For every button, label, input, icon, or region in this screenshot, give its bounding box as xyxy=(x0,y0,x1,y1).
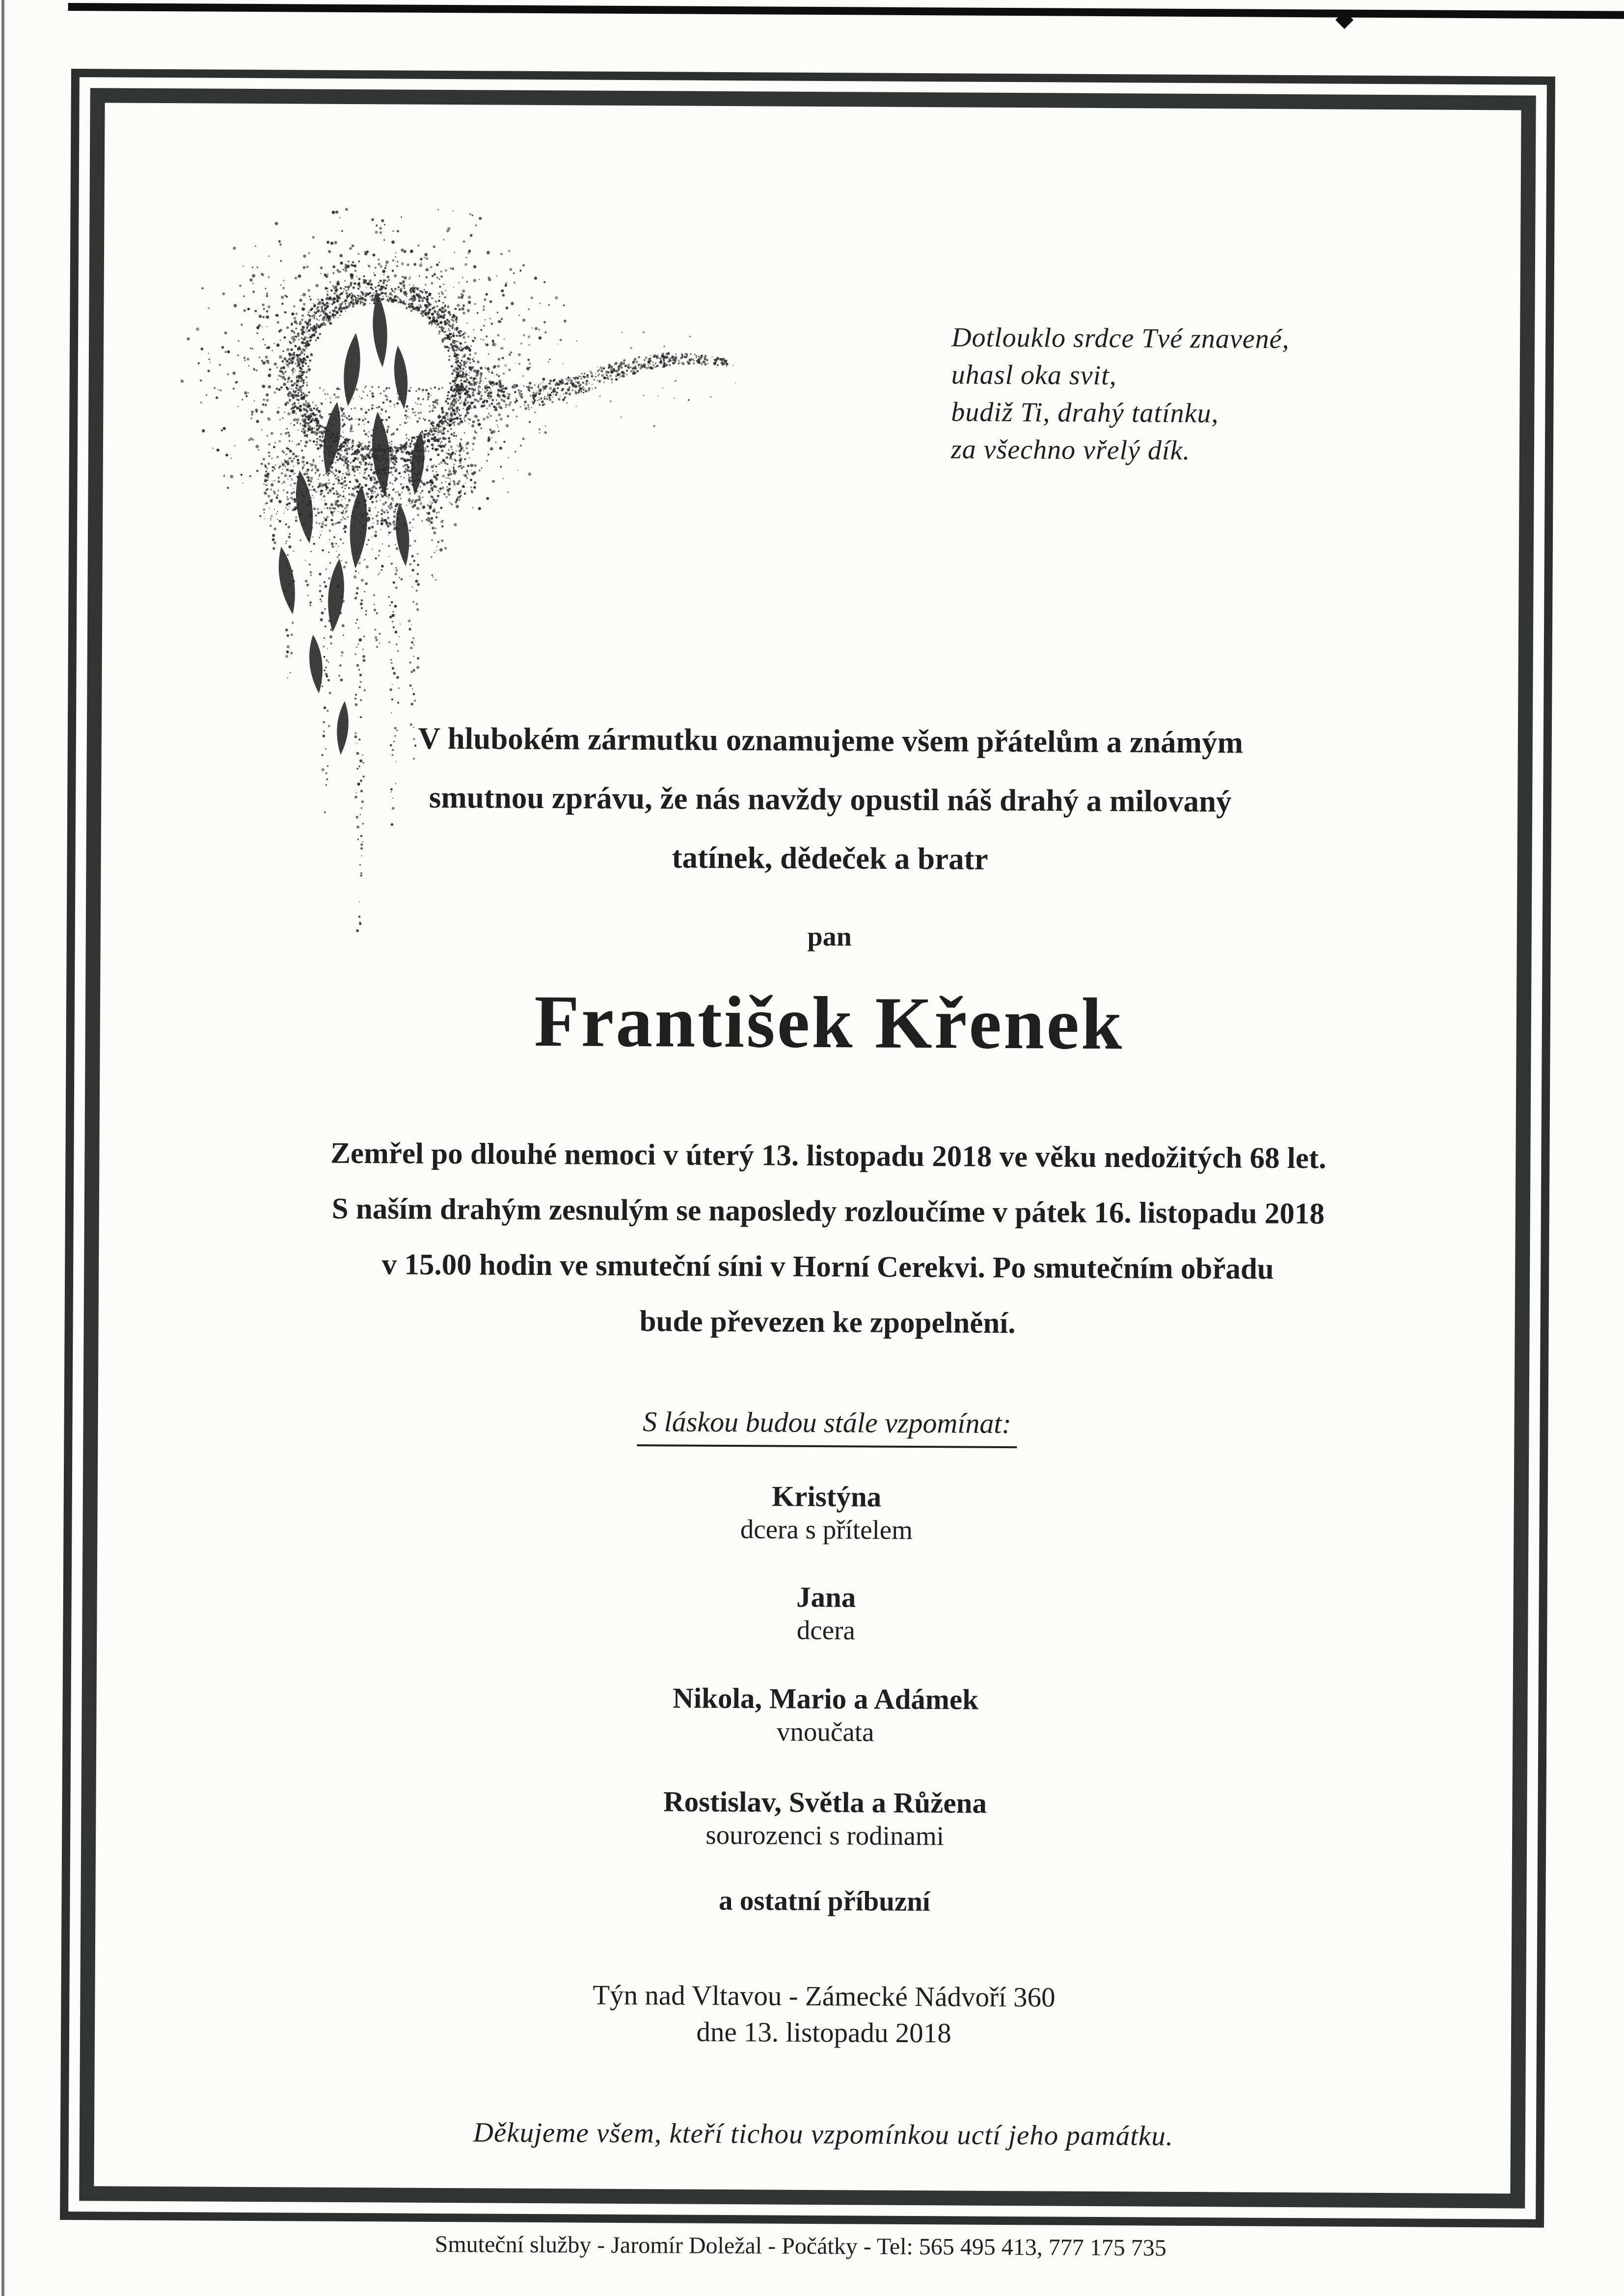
mourners-heading-text: S láskou budou stále vzpomínat: xyxy=(637,1403,1017,1448)
details-line: bude převezen ke zpopelnění. xyxy=(639,1305,1016,1340)
announcement-line: V hlubokém zármutku oznamujeme všem přátelům a známým xyxy=(418,721,1244,760)
details-line: S naším drahým zesnulým se naposledy rozloučíme v pátek 16. listopadu 2018 xyxy=(331,1192,1325,1231)
poem-line: budiž Ti, drahý tatínku, xyxy=(951,397,1219,429)
mourner-names: Rostislav, Světla a Růžena xyxy=(663,1785,987,1819)
announcement-text xyxy=(145,707,1515,891)
mourner-names: Kristýna xyxy=(772,1480,882,1513)
mourner-group xyxy=(141,1576,1511,1650)
funeral-details xyxy=(143,1125,1513,1354)
funeral-service-footer: Smuteční služby - Jaromír Doležal - Počátky - Tel: 565 495 413, 777 175 735 xyxy=(434,2231,1167,2261)
mourners-heading xyxy=(142,1401,1511,1451)
date-line: dne 13. listopadu 2018 xyxy=(696,2016,951,2049)
mourner-relation: sourozenci s rodinami xyxy=(705,1819,945,1851)
mourner-names: Jana xyxy=(796,1580,856,1614)
scan-shadow-band xyxy=(68,3,1624,19)
place-and-date xyxy=(139,1975,1509,2055)
place-line: Týn nad Vltavou - Zámecké Nádvoří 360 xyxy=(593,1979,1056,2013)
thanks-line: Děkujeme všem, kteří tichou vzpomínkou uctí jeho památku. xyxy=(473,2117,1174,2152)
mourner-group xyxy=(141,1677,1510,1752)
mourner-relation: vnoučata xyxy=(776,1716,874,1747)
mourner-group xyxy=(140,1781,1510,1855)
announcement-line: tatínek, dědeček a bratr xyxy=(672,840,988,876)
mourner-relation: dcera xyxy=(796,1615,856,1646)
title-prefix: pan xyxy=(807,921,852,952)
poem-line: Dotlouklo srdce Tvé znavené, xyxy=(951,322,1290,355)
mourner-group xyxy=(142,1475,1511,1549)
announcement-line: smutnou zprávu, že nás navždy opustil náš drahý a milovaný xyxy=(429,780,1232,819)
details-line: Zemřel po dlouhé nemoci v úterý 13. listopadu 2018 ve věku nedožitých 68 let. xyxy=(330,1136,1326,1175)
poem-line: za všechno vřelý dík. xyxy=(950,434,1191,466)
deceased-name: František Křenek xyxy=(534,980,1124,1065)
mourner-names: Nikola, Mario a Adámek xyxy=(673,1681,979,1716)
mourners-closing: a ostatní příbuzní xyxy=(718,1885,931,1918)
memorial-poem xyxy=(951,319,1290,470)
poem-line: uhasl oka svit, xyxy=(951,359,1117,391)
details-line: v 15.00 hodin ve smuteční síni v Horní Cerekvi. Po smutečním obřadu xyxy=(381,1248,1274,1286)
mourner-relation: dcera s přítelem xyxy=(740,1514,913,1545)
